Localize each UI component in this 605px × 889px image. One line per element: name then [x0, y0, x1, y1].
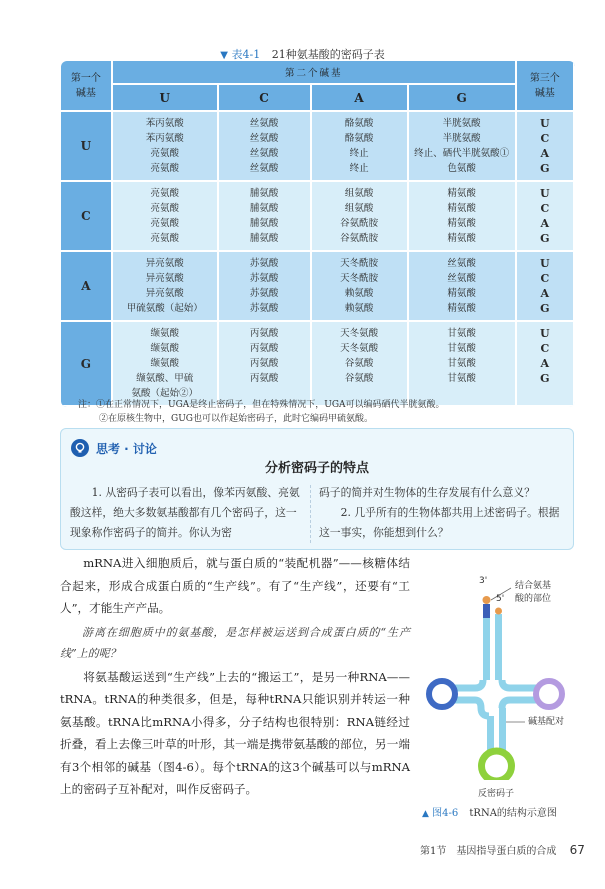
caption-triangle-icon: ▲	[422, 809, 429, 819]
label-3-prime: 3'	[479, 576, 488, 586]
note-1: 注：①在正常情况下，UGA是终止密码子，但在特殊情况下，UGA可以编码硒代半胱氨酸。	[78, 400, 445, 410]
third-base-cell: U C A G	[517, 322, 575, 407]
codon-cell: 苏氨酸 苏氨酸 苏氨酸 苏氨酸	[219, 252, 312, 322]
discussion-title: 分析密码子的特点	[264, 461, 369, 476]
codon-cell: 脯氨酸 脯氨酸 脯氨酸 脯氨酸	[219, 182, 312, 252]
trna-diagram	[425, 570, 595, 780]
first-base-cell: A	[61, 252, 113, 322]
figure-title: tRNA的结构示意图	[469, 808, 557, 819]
trna-figure	[425, 570, 595, 800]
label-anticodon-text: 反密码子	[478, 789, 515, 799]
third-base-cell: U C A G	[517, 252, 575, 322]
discussion-question-1-cont: 码子的简并对生物体的生存发展有什么意义？	[319, 486, 535, 499]
third-base-cell: U C A G	[517, 182, 575, 252]
table-number: 表4-1	[231, 48, 261, 61]
table-row	[61, 182, 575, 252]
label-binding-site: 结合氨基 酸的部位	[515, 581, 552, 604]
codon-cell: 精氨酸 精氨酸 精氨酸 精氨酸	[409, 182, 517, 252]
column-header-a: A	[312, 85, 409, 112]
label-5-prime: 5'	[496, 594, 505, 604]
column-header-g: G	[409, 85, 517, 112]
paragraph-2: 将氨基酸运送到“生产线”上去的“搬运工”，是另一种RNA——tRNA。tRNA的种类很多，但是，每种tRNA只能识别并转运一种氨基酸。tRNA比mRNA小得多，分子结构也很特别：RNA链经过折叠，看上去像三叶草的叶形，其一端是携带氨基酸的部位，另一端有3个相邻的碱基（图4-6）。每个tRNA的这3个碱基可以与mRNA上的密码子互补配对，叫作反密码子。	[60, 669, 410, 796]
codon-cell: 丝氨酸 丝氨酸 精氨酸 精氨酸	[409, 252, 517, 322]
codon-cell: 丙氨酸 丙氨酸 丙氨酸 丙氨酸	[219, 322, 312, 407]
paragraph-1: mRNA进入细胞质后，就与蛋白质的“装配机器”——核糖体结合起来，形成合成蛋白质的“生产线”。有了“生产线”，还要有“工人”，才能生产产品。	[60, 556, 410, 615]
discussion-question-2: 2. 几乎所有的生物体都共用上述密码子。根据这一事实，你能想到什么？	[319, 506, 560, 539]
codon-cell: 丝氨酸 丝氨酸 丝氨酸 丝氨酸	[219, 112, 312, 182]
label-base-pairing: 碱基配对	[528, 717, 565, 727]
discussion-label: 思考 · 讨论	[96, 441, 157, 456]
note-2: ②在原核生物中，GUG也可以作起始密码子，此时它编码甲硫氨酸。	[99, 414, 373, 424]
table-row	[61, 322, 575, 407]
column-header-u: U	[113, 85, 219, 112]
discussion-box	[60, 428, 574, 550]
lightbulb-icon	[71, 439, 89, 457]
table-caption	[0, 46, 605, 62]
codon-cell: 组氨酸 组氨酸 谷氨酰胺 谷氨酰胺	[312, 182, 409, 252]
first-base-cell: G	[61, 322, 113, 407]
discussion-header	[71, 439, 157, 457]
codon-cell: 半胱氨酸 半胱氨酸 终止、硒代半胱氨酸① 色氨酸	[409, 112, 517, 182]
table-row	[61, 252, 575, 322]
codon-cell: 缬氨酸 缬氨酸 缬氨酸 缬氨酸、甲硫 氨酸（起始②）	[113, 322, 219, 407]
guiding-question: 游离在细胞质中的氨基酸，是怎样被运送到合成蛋白质的“生产线”上的呢？	[60, 625, 410, 660]
codon-cell: 天冬酰胺 天冬酰胺 赖氨酸 赖氨酸	[312, 252, 409, 322]
codon-cell: 异亮氨酸 异亮氨酸 异亮氨酸 甲硫氨酸（起始）	[113, 252, 219, 322]
first-base-cell: C	[61, 182, 113, 252]
page-number: 67	[569, 843, 585, 857]
table-title: 21种氨基酸的密码子表	[271, 48, 385, 61]
figure-caption	[422, 804, 557, 819]
caption-triangle-icon: ▼	[220, 50, 228, 61]
codon-cell: 亮氨酸 亮氨酸 亮氨酸 亮氨酸	[113, 182, 219, 252]
codon-cell: 酪氨酸 酪氨酸 终止 终止	[312, 112, 409, 182]
table-notes	[78, 398, 445, 426]
codon-cell: 甘氨酸 甘氨酸 甘氨酸 甘氨酸	[409, 322, 517, 407]
header-second-base: 第二个碱基	[113, 61, 517, 85]
codon-table	[61, 61, 575, 407]
table-row	[61, 112, 575, 182]
column-header-c: C	[219, 85, 312, 112]
page-footer	[420, 842, 585, 857]
discussion-right-column	[319, 483, 567, 543]
third-base-cell: U C A G	[517, 112, 575, 182]
codon-cell: 苯丙氨酸 苯丙氨酸 亮氨酸 亮氨酸	[113, 112, 219, 182]
body-text	[60, 552, 410, 801]
figure-number: 图4-6	[432, 808, 459, 819]
section-title: 第1节 基因指导蛋白质的合成	[420, 846, 557, 857]
discussion-question-1: 1. 从密码子表可以看出，像苯丙氨酸、亮氨酸这样，绝大多数氨基酸都有几个密码子，这一现象称作密码子的简并。你认为密	[70, 486, 300, 539]
column-divider	[310, 485, 311, 543]
header-third-base: 第三个 碱基	[517, 61, 575, 112]
header-first-base: 第一个 碱基	[61, 61, 113, 112]
first-base-cell: U	[61, 112, 113, 182]
codon-cell: 天冬氨酸 天冬氨酸 谷氨酸 谷氨酸	[312, 322, 409, 407]
